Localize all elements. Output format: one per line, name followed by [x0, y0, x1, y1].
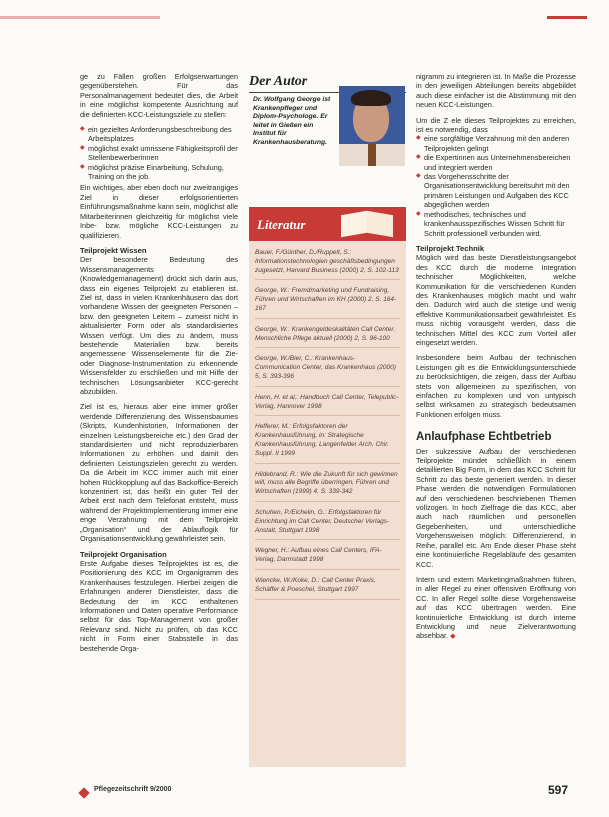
top-rule-right — [547, 16, 587, 19]
reference-item: George, W.: Fremdmarketing und Fundraising, Führen und Wirtschaften im KH (2000) 2, S. 164-167 — [255, 287, 400, 318]
section-heading-large: Anlaufphase Echtbetrieb — [416, 431, 552, 444]
reference-list — [249, 241, 406, 600]
paragraph: Der sukzessive Aufbau der verschiedenen Teilprojekte mündet schließlich in einem detaillierten Big Form, in dem das KCC Schritt für Schritt zu das beste generiert werden. In dieser Phase werden die notwendigen Formulationen auf den verschiedenen beschriebenen Themen vollzogen. In hoch Zielfrage die das KCC, aber auch nach räumlichen und personellen Gegebenheiten, und unterschiedliche Vorgehensweisen möglich: Differenzierend, in Reihe, parallel etc. Am Ende dieser Phase steht eine kontinuierliche Regelabläufe des gesamten KCC. — [416, 446, 576, 569]
paragraph: Um die Z ele dieses Teilprojektes zu erreichen, ist es notwendig, dass — [416, 115, 576, 135]
paragraph: Möglich wird das beste Dienstleistungsangebot des KCC durch die moderne Integration technischer Möglichkeiten, welche Kommunikation für die verschiedenen Kunden des Krankenhauses möglich macht und wahr den. Dadurch wird auch die stetige und wenig effektive Kommunikationsarbeit gewährleistet. Es muss nichtig vorausgeht werden, dass die technischen Mittel des KCC zum Vorteil aller eingesetzt werden. — [416, 253, 576, 347]
paragraph: Ein wichtiges, aber eben doch nur zweitrangiges Ziel in dieser erfolgsorientierten Einführungsmaßnahme kann sein, möglichst alle Mitarbeiterinnen gleichzeitig für möglichst viele Inbe- bzw. mögliche KCC-Leistungen zu qualifizieren. — [80, 183, 238, 240]
reference-item: Hildebrand, R.: Wie die Zukunft für sich gewinnen will, muss alle Begriffe überringen, Führen und Wirtschaften (1999) 4, S. 339-342 — [255, 471, 400, 502]
journal-logo-icon — [78, 787, 89, 798]
bullet-item: ◆ möglichst präzise Einarbeitung, Schulung, Training on the job. — [80, 163, 238, 182]
left-column — [80, 72, 238, 659]
reference-item: George, W.: Krankengeldeskalitäten Call Center. Menschliche Pflege aktuell (2000) 2, S. 96-100 — [255, 326, 400, 349]
paragraph: Ziel ist es, hieraus aber eine immer größer werdende Differenzierung des Wissensbaumes (Skripts, Kundenhistorien, Informationen der einzelnen Leistungsbereiche etc.) den Grad der standardisierten und nicht reproduzierbaren Informationen zu erhöhen und damit den definierten Leistungszielen gerecht zu werden. Da die Arbeit im KCC immer auch mit einer hohen Rückkopplung auf das Backoffice-Bereich konzentriert ist, das heißt ein guter Teil der Arbeit erst nach dem Telefonat entsteht, muss während der Projektimplementierung immer eine enge Verzahnung mit dem Teilprojekt „Organisation“ und der Ablauflogik für Organisationsentwicklung gewährleistet sein. — [80, 402, 238, 544]
top-rule-left — [0, 16, 160, 19]
paragraph: Insbesondere beim Aufbau der technischen Leistungen gilt es die Entwicklungsunterschiede zu berücksichtigen, die zeigen, dass der Aufbau stets von allgemeinen zu spezifischen, von einfachen zu komplexen und von untypisch selbst wirksamen zu strategisch bedeutsamen Funktionen erfolgen muss. — [416, 353, 576, 419]
bullet-item: ◆ das Vorgehensschritte der Organisationsentwicklung bereitsuhrt mit den primären Leistungen und Aufgaben des KCC abgeglichen werden — [416, 172, 576, 210]
author-heading: Der Autor — [249, 74, 406, 93]
open-book-icon — [337, 209, 397, 239]
literature-heading: Literatur — [257, 217, 306, 232]
paragraph: Der besondere Bedeutung des Wissensmanagements (Knowledgemanagement) drückt sich darin aus, dass ein eigenes Teilprojekt zu etablieren ist. Ziel ist, dass in vielen Krankenhäusern das dort vorhandene Wissen der geeigneten Personen – bzw. den geeigneten Leitern – zumeist nicht in aktualisierter Form oder als standardisiertes Wissen verfügt. Um dies zu ändern, muss bestehende Materialien bzw. bereits angemessene Wissenselemente für die Zie- oder Diagnose-Instrumentation zu erkennende Wissensfelder zu erschließen und mit Hilfe der technischen Lösungsanbieter KCC-gerecht abzubilden. — [80, 255, 238, 396]
bullet-item: ◆ eine sorgfältige Verzahnung mit den anderen Teilprojekten gelingt — [416, 134, 576, 153]
author-bio: Dr. Wolfgang George ist Krankenpfleger und Diplom-Psychologe. Er leitet in Gießen ein Institut für Krankenhausberatung. — [253, 96, 331, 146]
section-heading: Teilprojekt Organisation — [80, 549, 167, 559]
right-column — [416, 72, 576, 648]
bullet-item: ◆ ein gezieltes Anforderungsbeschreibung des Arbeitsplatzes — [80, 125, 238, 144]
literature-header — [249, 207, 406, 241]
reference-item: George, W./Bier, C.: Krankenhaus-Communication Center, das Krankenhaus (2000) 5, S. 393-396 — [255, 355, 400, 386]
bullet-list — [80, 125, 238, 181]
author-photo — [339, 86, 405, 166]
bullet-item: ◆ methodisches, technisches und krankenhausspezifisches Wissen Schritt für Schritt professionell verbunden wird. — [416, 210, 576, 238]
section-heading: Teilprojekt Technik — [416, 243, 485, 253]
bullet-item: ◆ möglichst exakt umrissene Fähigkeitsprofil der Stellenbewerberinnen — [80, 144, 238, 163]
paragraph: Intern und extern Marketingmaßnahmen führen, in aller Regel zu einer offensiven Eröffnung von CC. In aller Regel sollte diese Vorgehensweise auf das KCC übertragen werden. Eine kontinuierliche Entwicklung ist durch interne Entwicklung und neue Zielverantwortung absehbar. ◆ — [416, 574, 576, 641]
reference-item: Bauer, F./Günther, D./Ruppelt, S.: Informationstechnologien geschäftsbedingungen zugesetzt, Harvard Business (2000) 2, S. 102-113 — [255, 249, 400, 280]
reference-item: Hefferer, M.: Erfolgsfaktoren der Krankenhausführung, in: Strategische Krankenhausführung, Langenfelder Arch. Chir. Suppl. II 1999 — [255, 423, 400, 463]
paragraph: ge zu Fällen großen Erfolgserwartungen gegenüberstehen. Für das Personalmanagement bedeutet dies, die Arbeit in eine möglichst kompetente Ausrichtung auf die definierten KCC-Leistungsziele zu stellen: — [80, 72, 238, 119]
reference-item: Schuhen, P./Eichelin, G.: Erfolgsfaktoren für Einrichtung im Call Center, Deutscher Verlags-Anstalt, Stuttgart 1998 — [255, 509, 400, 540]
paragraph: nigramm zu integrieren ist. In Maße die Prozesse in den jeweiligen Abteilungen bereits abgebildet auch diese einfacher ist die Abstimmung mit den neuen KCC-Leistungen. — [416, 72, 576, 110]
bullet-list — [416, 134, 576, 237]
literature-box — [249, 207, 406, 767]
reference-item: Henn, H. et al.: Handbuch Call Center, Telepublic-Verlag, Hannover 1998 — [255, 394, 400, 417]
end-mark-icon: ◆ — [450, 633, 456, 641]
reference-item: Wegner, H.: Aufbau eines Call Centers, IFA-Verlag, Darmstadt 1998 — [255, 547, 400, 570]
bullet-item: ◆ die Expertinnen aus Unternehmensbereichen und integriert werden — [416, 153, 576, 172]
author-box — [249, 74, 406, 200]
journal-name: Pflegezeitschrift 9/2000 — [94, 786, 172, 793]
section-heading: Teilprojekt Wissen — [80, 245, 147, 255]
paragraph: Erste Aufgabe dieses Teilprojektes ist es, die Positionierung des KCC im Organigramm des Krankenhauses festzulegen. Hierbei zeigen die Erfahrungen anderer Dienstleister, dass die Bedeutung der im KCC enthaltenen Informationen und Daten operative Performance selbst für das Top-Management von großer Relevanz sind. Nicht zu prüfen, ob das KCC nicht in Form einer Stabsstelle in das bestehende Orga- — [80, 558, 238, 653]
reference-item: Wiencke, W./Koke, D.: Call Center Praxis, Schäffer & Poeschel, Stuttgart 1997 — [255, 577, 400, 600]
page-number: 597 — [548, 783, 569, 797]
